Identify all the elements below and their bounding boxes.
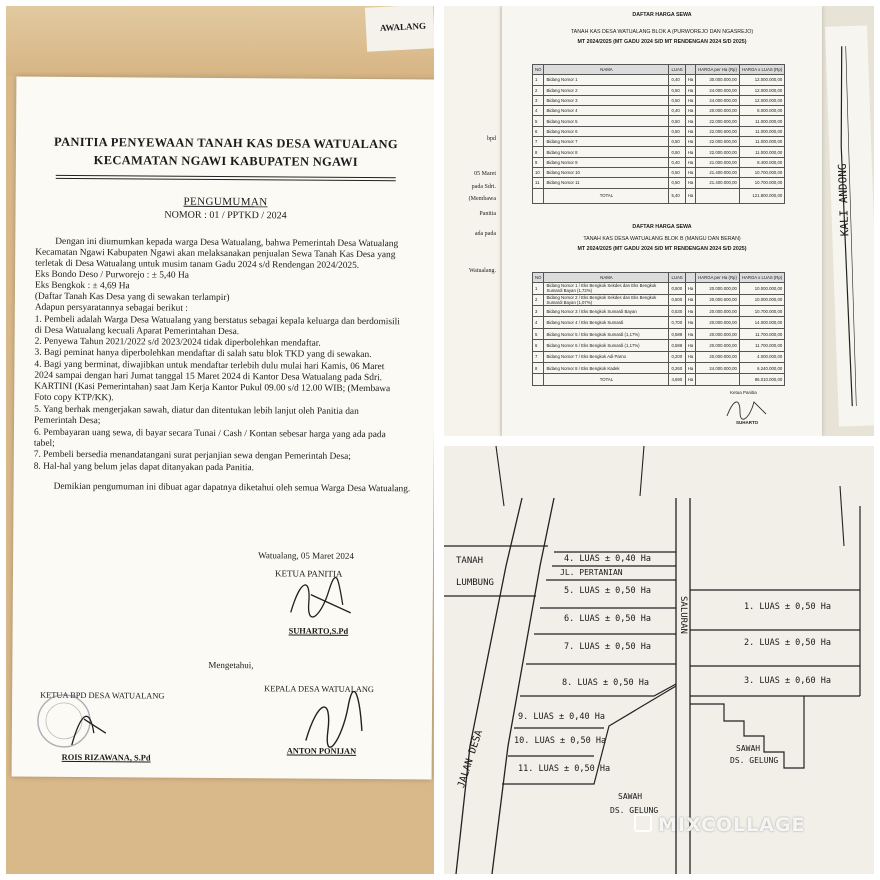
acknowledged-label: Mengetahui,	[208, 659, 254, 671]
table-row	[533, 178, 785, 188]
peek-text: AWALANG	[379, 20, 427, 34]
table-header-row	[533, 273, 785, 283]
table-cell: 6	[533, 126, 544, 136]
column-header: HARGA per Ha (Rp)	[696, 273, 740, 283]
table-cell: 12.000.000,00	[739, 85, 784, 95]
total-cell: 5,40	[669, 188, 685, 203]
table-cell: 11.000.000,00	[739, 147, 784, 157]
tanah-label: TANAH	[456, 556, 484, 566]
table-cell: 8.400.000,00	[739, 157, 784, 167]
table-cell: 20.000.000,00	[696, 294, 740, 305]
table-cell: Bidang Nomor 4	[544, 106, 669, 116]
jalan-desa-label: JALAN DESA	[456, 728, 486, 790]
table-cell: 12.000.000,00	[739, 75, 784, 85]
table-cell: Bidang Nomor 1 / Eks Bengkok Sekdes dan Eks Bengkok Sumardi Bayan (1,72%)	[544, 283, 669, 294]
announcement-line: 5. Yang berhak mengerjakan sawah, diatur dan ditentukan lebih lanjut oleh Panitia dan	[34, 404, 359, 417]
table-cell: 22.000.000,00	[696, 137, 740, 147]
table-cell: 11.700.000,00	[739, 328, 784, 339]
table-cell: 0,500	[669, 294, 685, 305]
table-header-row	[533, 65, 785, 75]
bpd-stamp	[24, 689, 114, 752]
announcement-line: KARTINI (Kasi Pemerintahan) saat Jam Kerja Kantor Pukul 09.00 s/d 12.00 WIB; (Membawa	[34, 381, 391, 395]
total-cell: Ha	[685, 374, 696, 385]
table-cell: 4.000.000,00	[739, 351, 784, 362]
table-cell: 20.000.000,00	[696, 106, 740, 116]
table-cell: 0,40	[669, 157, 685, 167]
table-cell: 10.700.000,00	[739, 167, 784, 177]
table-cell: 0,50	[669, 116, 685, 126]
table-cell: Bidang Nomor 1	[544, 75, 669, 85]
block-a-header: DAFTAR HARGA SEWA	[632, 12, 692, 18]
org-line-1: PANITIA PENYEWAAN TANAH KAS DESA WATUALANG	[54, 134, 398, 152]
column-header	[685, 273, 696, 283]
table-cell: 0,50	[669, 85, 685, 95]
table-cell: 2	[533, 85, 544, 95]
table-cell: 6.240.000,00	[739, 363, 784, 374]
table-cell: Ha	[685, 157, 696, 167]
table-cell: 21.400.000,00	[696, 178, 740, 188]
place-date: Watualang, 05 Maret 2024	[258, 550, 354, 561]
table-cell: Bidang Nomor 8	[544, 147, 669, 157]
table-row	[533, 106, 785, 116]
table-cell: 1	[533, 283, 544, 294]
block-a-table	[532, 64, 785, 204]
block-b-header: DAFTAR HARGA SEWA	[632, 224, 692, 230]
column-header: HARGA x LUAS (Rp)	[739, 65, 784, 75]
peek-line: pada Sdri.	[471, 184, 496, 190]
table-cell: Bidang Nomor 7 / Eks Bengkok Adi Parno	[544, 351, 669, 362]
header-rule-thin	[56, 178, 396, 181]
table-cell: 24.000.000,00	[696, 363, 740, 374]
table-cell: 10.000.000,00	[739, 294, 784, 305]
table-cell: Bidang Nomor 6	[544, 126, 669, 136]
table-cell: 21.000.000,00	[696, 157, 740, 167]
announcement-line: tabel;	[33, 438, 55, 449]
table-cell: 10.700.000,00	[739, 178, 784, 188]
peek-line: Panitia	[479, 211, 496, 217]
sawah-right-label: SAWAH	[736, 744, 761, 753]
bpd-title: KETUA BPD DESA WATUALANG	[40, 690, 165, 701]
table-cell: 4	[533, 317, 544, 328]
column-header: HARGA per Ha (Rp)	[696, 65, 740, 75]
announcement-line: Eks Bondo Deso / Purworejo : ± 5,40 Ha	[35, 269, 189, 281]
peek-line: Watualang.	[468, 268, 496, 274]
table-cell: Bidang Nomor 5 / Eks Bengkok Sumardi (1,17%)	[544, 328, 669, 339]
block-a-subtitle: TANAH KAS DESA WATUALANG BLOK A (PURWOREJO DAN NGASREJO)	[570, 29, 754, 35]
total-cell: 4,690	[669, 374, 685, 385]
announcement-line: 2024 sampai dengan hari Jumat tanggal 15 Maret 2024 di Kantor Desa Watualang pada Sdri.	[34, 370, 383, 384]
table-cell: 0,588	[669, 340, 685, 351]
table-cell: Bidang Nomor 2 / Eks Bengkok Sekdes dan Eks Bengkok Sumardi Bayan (1,07%)	[544, 294, 669, 305]
announcement-sheet	[12, 77, 434, 780]
announcement-line: 6. Pembayaran uang sewa, di bayar secara Tunai / Cash / Kontan sebesar harga yang ada pada	[33, 427, 386, 441]
announcement-line: di Desa Watualang kecuali Aparat Pemerintahan Desa.	[34, 325, 240, 338]
total-cell: Ha	[685, 188, 696, 203]
table-cell: Ha	[685, 328, 696, 339]
total-cell	[696, 374, 740, 385]
table-cell: Bidang Nomor 9	[544, 157, 669, 167]
table-cell: Ha	[685, 116, 696, 126]
table-cell: 7	[533, 137, 544, 147]
sawah-left-ds-label: DS. GELUNG	[610, 806, 659, 815]
table-cell: 10	[533, 167, 544, 177]
table-cell: 0,50	[669, 178, 685, 188]
left-peek-sheet	[444, 6, 500, 436]
column-header: NO	[533, 65, 544, 75]
table-cell: 6	[533, 340, 544, 351]
table-cell: 20.000.000,00	[696, 283, 740, 294]
table-row	[533, 340, 785, 351]
bpd-name: ROIS RIZAWANA, S.Pd	[61, 752, 151, 763]
village-head-name: ANTON PONIJAN	[286, 746, 357, 756]
table-cell: 21.400.000,00	[696, 167, 740, 177]
announcement-line: 1. Pembeli adalah Warga Desa Watualang yang berstatus sebagai kepala keluarga dan berdomisili	[34, 314, 400, 328]
table-cell: Bidang Nomor 2	[544, 85, 669, 95]
announcement-line: 4. Bagi yang berminat, diwajibkan untuk mendaftar terlebih dulu mulai hari Kamis, 06 Maret	[34, 359, 385, 373]
sawah-left-label: SAWAH	[618, 792, 643, 801]
table-cell: Bidang Nomor 7	[544, 137, 669, 147]
table-cell: Bidang Nomor 5	[544, 116, 669, 126]
table-cell: 22.000.000,00	[696, 116, 740, 126]
jalan-desa-left-edge	[456, 498, 522, 874]
table-cell: Ha	[685, 85, 696, 95]
table-row	[533, 167, 785, 177]
table-cell: 0,588	[669, 328, 685, 339]
announcement-line: 2. Penyewa Tahun 2021/2022 s/d 2023/2024 tidak diperbolehkan mendaftar.	[34, 336, 321, 349]
table-cell: 22.000.000,00	[696, 126, 740, 136]
saluran-label: SALURAN	[678, 596, 688, 634]
lumbung-label: LUMBUNG	[456, 578, 494, 588]
table-cell: 3	[533, 95, 544, 105]
table-cell: Ha	[685, 126, 696, 136]
table-row	[533, 306, 785, 317]
underlying-sheet	[365, 6, 434, 52]
table-cell: 12.000.000,00	[739, 95, 784, 105]
table-cell: 8	[533, 363, 544, 374]
table-cell: 20.000.000,00	[696, 340, 740, 351]
plot-label-left: 5. LUAS ± 0,50 Ha	[564, 586, 651, 596]
table-cell: 8.000.000,00	[739, 106, 784, 116]
table-row	[533, 283, 785, 294]
table-cell: 5	[533, 116, 544, 126]
plot-label-left: 7. LUAS ± 0,50 Ha	[564, 642, 651, 652]
table-cell: Bidang Nomor 11	[544, 178, 669, 188]
table-cell: 20.000.000,00	[696, 328, 740, 339]
watermark-text: MIXCOLLAGE	[658, 814, 806, 836]
announcement-line: Dengan ini diumumkan kepada warga Desa Watualang, bahwa Pemerintah Desa Watualang	[55, 236, 399, 250]
table-row	[533, 317, 785, 328]
peek-line: ada pada	[474, 231, 496, 237]
column-header: NAMA	[544, 273, 669, 283]
table-cell: 10.700.000,00	[739, 306, 784, 317]
jl-pertanian-label: JL. PERTANIAN	[560, 568, 623, 577]
announcement-title: PENGUMUMAN	[183, 195, 268, 209]
announcement-line: Kecamatan Ngawi Kabupaten Ngawi akan melaksanakan penjualan Sewa Tanah Kas Desa yang	[35, 247, 396, 261]
table-row	[533, 351, 785, 362]
table-row	[533, 116, 785, 126]
north-edge	[840, 486, 844, 546]
table-row	[533, 157, 785, 167]
table-cell: 20.000.000,00	[696, 351, 740, 362]
price-sig-label: Ketua Panitia	[730, 390, 757, 395]
sawah-right-ds-label: DS. GELUNG	[730, 756, 779, 765]
column-header: NAMA	[544, 65, 669, 75]
plot-label-right: 1. LUAS ± 0,50 Ha	[744, 602, 831, 612]
table-row	[533, 147, 785, 157]
announcement-line: 8. Hal-hal yang belum jelas dapat ditanyakan pada Panitia.	[33, 461, 255, 474]
plot-label-right: 2. LUAS ± 0,50 Ha	[744, 638, 831, 648]
block-b-subtitle: TANAH KAS DESA WATUALANG BLOK B (MANGU DAN BERAN)	[583, 236, 741, 242]
block-b-period: MT 2024/2025 (MT GADU 2024 S/D MT RENDENGAN 2024 S/D 2025)	[577, 246, 747, 252]
price-list-photo	[444, 6, 874, 436]
column-header: LUAS	[669, 65, 685, 75]
announcement-line: Demikian pengumuman ini dibuat agar dapatnya diketahui oleh semua Warga Desa Watualang.	[53, 481, 411, 495]
table-row	[533, 95, 785, 105]
plot-label-left: 10. LUAS ± 0,50 Ha	[514, 736, 607, 746]
announcement-line: Adapun persyaratannya sebagai berikut :	[34, 302, 188, 314]
table-cell: Ha	[685, 363, 696, 374]
village-head-title: KEPALA DESA WATUALANG	[264, 684, 375, 695]
announcement-photo	[6, 6, 434, 874]
announcement-line: 7. Pembeli bersedia menandatangani surat perjanjian sewa dengan Pemerintah Desa;	[33, 449, 351, 462]
org-line-2: KECAMATAN NGAWI KABUPATEN NGAWI	[93, 153, 359, 169]
plot-label-left: 6. LUAS ± 0,50 Ha	[564, 614, 651, 624]
table-cell: Bidang Nomor 4 / Eks Bengkok Sumardi	[544, 317, 669, 328]
total-cell: TOTAL	[544, 188, 669, 203]
plot-label-left: 8. LUAS ± 0,50 Ha	[562, 678, 649, 688]
total-cell	[533, 374, 544, 385]
table-cell: 11.700.000,00	[739, 340, 784, 351]
price-list-sheet	[502, 6, 822, 436]
table-row	[533, 126, 785, 136]
collage-logo-icon	[634, 814, 652, 832]
table-cell: Ha	[685, 283, 696, 294]
total-cell	[533, 188, 544, 203]
plot-label-right: 3. LUAS ± 0,60 Ha	[744, 676, 831, 686]
table-cell: Ha	[685, 167, 696, 177]
table-cell: 4	[533, 106, 544, 116]
announcement-line: Eks Bengkok : ± 4,69 Ha	[34, 280, 130, 292]
column-header: LUAS	[669, 273, 685, 283]
table-total-row	[533, 188, 785, 203]
table-cell: 3	[533, 306, 544, 317]
chair-name: SUHARTO,S.Pd	[288, 626, 349, 636]
table-cell: Bidang Nomor 8 / Eks Bengkok Kadek	[544, 363, 669, 374]
table-cell: 0,700	[669, 317, 685, 328]
table-cell: 5	[533, 328, 544, 339]
north-edge	[496, 446, 504, 506]
table-cell: 0,500	[669, 283, 685, 294]
block-b-table	[532, 272, 785, 386]
right-peek-sheet	[825, 25, 874, 426]
announcement-number: NOMOR : 01 / PPTKD / 2024	[164, 209, 287, 222]
column-header: HARGA x LUAS (Rp)	[739, 273, 784, 283]
village-head-signature	[292, 690, 382, 751]
table-cell: 0,260	[669, 363, 685, 374]
total-cell: TOTAL	[544, 374, 669, 385]
table-row	[533, 137, 785, 147]
table-cell: 0,50	[669, 95, 685, 105]
table-total-row	[533, 374, 785, 385]
table-row	[533, 75, 785, 85]
table-cell: Ha	[685, 147, 696, 157]
table-cell: Ha	[685, 137, 696, 147]
table-cell: 20.000.000,00	[696, 317, 740, 328]
table-cell: 7	[533, 351, 544, 362]
table-row	[533, 294, 785, 305]
announcement-line: 3. Bagi peminat hanya diperbolehkan mendaftar di salah satu blok TKD yang di sewakan.	[34, 347, 372, 361]
announcement-line: terletak di Desa Watualang untuk musim tanam Gadu 2024 s/d Rendengan 2024/2025.	[35, 258, 360, 271]
plot-map	[444, 446, 874, 874]
plot-label-left: 4. LUAS ± 0,40 Ha	[564, 554, 651, 564]
table-cell: 24.000.000,00	[696, 95, 740, 105]
block-a-period: MT 2024/2025 (MT GADU 2024 S/D MT RENDENGAN 2024 S/D 2025)	[577, 39, 747, 45]
collage-watermark	[634, 814, 806, 836]
table-cell: 0,50	[669, 167, 685, 177]
table-cell: 0,200	[669, 351, 685, 362]
table-row	[533, 85, 785, 95]
table-cell: Ha	[685, 351, 696, 362]
table-cell: Bidang Nomor 10	[544, 167, 669, 177]
north-edge	[640, 446, 644, 496]
total-cell: 86.010.000,00	[739, 374, 784, 385]
table-cell: 11.000.000,00	[739, 116, 784, 126]
peek-line: 05 Maret	[474, 171, 496, 177]
table-cell: 0,50	[669, 126, 685, 136]
table-cell: 24.000.000,00	[696, 85, 740, 95]
total-cell: 121.800.000,00	[739, 188, 784, 203]
column-header: NO	[533, 273, 544, 283]
table-cell: 14.000.000,00	[739, 317, 784, 328]
table-cell: 0,530	[669, 306, 685, 317]
announcement-line: (Daftar Tanah Kas Desa yang di sewakan terlampir)	[34, 291, 230, 304]
chair-title: KETUA PANITIA	[274, 568, 343, 579]
table-cell: 9	[533, 157, 544, 167]
table-cell: Ha	[685, 294, 696, 305]
chair-signature	[281, 572, 361, 625]
table-cell: 0,50	[669, 147, 685, 157]
table-cell: Bidang Nomor 3	[544, 95, 669, 105]
table-cell: 11	[533, 178, 544, 188]
table-cell: 1	[533, 75, 544, 85]
table-cell: Ha	[685, 317, 696, 328]
total-cell	[696, 188, 740, 203]
price-list-signature	[722, 396, 772, 422]
jalan-desa-right-edge	[492, 498, 554, 874]
table-cell: 30.000.000,00	[696, 75, 740, 85]
table-cell: 10.000.000,00	[739, 283, 784, 294]
table-cell: 0,40	[669, 75, 685, 85]
plot-label-left: 9. LUAS ± 0,40 Ha	[518, 712, 605, 722]
table-cell: 0,50	[669, 137, 685, 147]
plot-label-left: 11. LUAS ± 0,50 Ha	[518, 764, 611, 774]
table-cell: Ha	[685, 178, 696, 188]
table-cell: 22.000.000,00	[696, 147, 740, 157]
table-cell: Ha	[685, 306, 696, 317]
table-row	[533, 363, 785, 374]
announcement-line: Foto copy KTP/KK).	[34, 392, 114, 404]
table-cell: 8	[533, 147, 544, 157]
table-cell: Ha	[685, 340, 696, 351]
table-cell: 20.000.000,00	[696, 306, 740, 317]
table-cell: Ha	[685, 95, 696, 105]
table-cell: 0,40	[669, 106, 685, 116]
peek-line: (Membawa	[468, 196, 496, 202]
plot-map-photo	[444, 446, 874, 874]
table-cell: 11.000.000,00	[739, 137, 784, 147]
peek-line: bpd	[487, 136, 496, 142]
table-cell: Ha	[685, 106, 696, 116]
table-cell: 2	[533, 294, 544, 305]
price-sig-name: SUHARTO	[736, 420, 759, 425]
table-cell: 11.000.000,00	[739, 126, 784, 136]
table-cell: Bidang Nomor 6 / Eks Bengkok Sumardi (1,17%)	[544, 340, 669, 351]
table-cell: Ha	[685, 75, 696, 85]
kali-andong-label: KALI ANDONG	[835, 163, 852, 237]
announcement-line: Pemerintah Desa;	[34, 415, 101, 427]
column-header	[685, 65, 696, 75]
table-cell: Bidang Nomor 3 / Eks Bengkok Sumardi Bayan	[544, 306, 669, 317]
table-row	[533, 328, 785, 339]
